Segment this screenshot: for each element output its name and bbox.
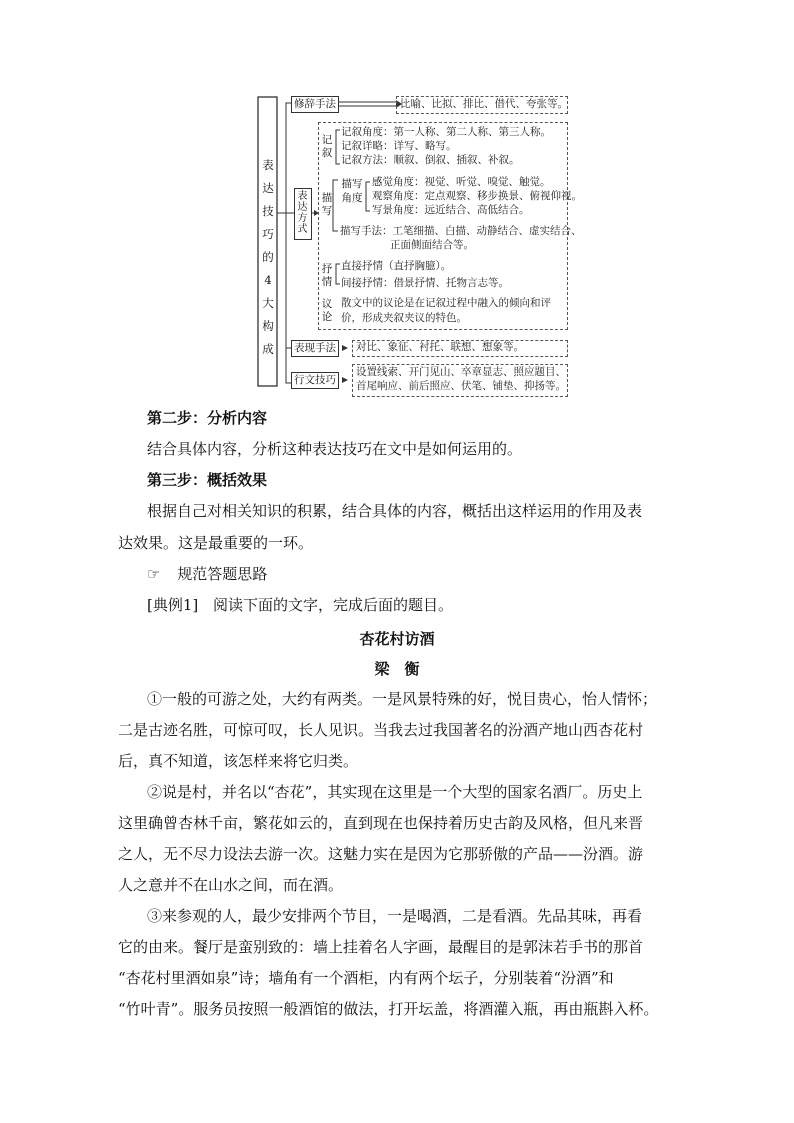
- argument-line-1: 散文中的议论是在记叙过程中融入的倾向和评: [341, 297, 551, 309]
- writing-box: 行文技巧: [291, 372, 339, 389]
- paragraph-1-line-2: 二是古迹名胜，可惊可叹，长人见识。当我去过我国著名的汾酒产地山西杏花村: [118, 721, 644, 739]
- step2-title: 第二步：分析内容: [147, 409, 268, 427]
- pointing-hand-icon: ☞: [147, 565, 161, 583]
- paragraph-3-line-1: ③来参观的人，最少安排两个节目，一是喝酒，二是看酒。先品其味，再看: [147, 907, 643, 925]
- argument-label: 议论: [321, 298, 333, 323]
- rhetoric-content: 比喻、比拟、排比、借代、夸张等。: [400, 98, 568, 110]
- paragraph-1-line-3: 后，真不知道，该怎样来将它归类。: [118, 752, 359, 770]
- description-method-line-2: 正面侧面结合等。: [390, 239, 474, 251]
- description-label: 描写: [321, 192, 333, 217]
- narration-label: 记叙: [321, 134, 333, 159]
- description-angle-line-1: 感觉角度：视觉、听觉、嗅觉、触觉。: [372, 176, 551, 188]
- guide-heading: [147, 564, 267, 584]
- writing-line-1: 设置线索、开门见山、卒章显志、照应题目、: [356, 366, 566, 378]
- guide-title: 规范答题思路: [177, 565, 268, 583]
- description-method-line-1: 描写手法：工笔细描、白描、动静结合、虚实结合、: [340, 225, 582, 237]
- diagram-root-label: 表达技巧的4大构成: [262, 158, 274, 356]
- paragraph-2-line-2: 这里确曾杏林千亩，繁花如云的，直到现在也保持着历史古韵及风格，但凡来晋: [118, 814, 644, 832]
- description-angle-line-3: 写景角度：远近结合、高低结合。: [372, 204, 530, 216]
- example-tag: [典例1]: [147, 596, 199, 614]
- paragraph-1-line-1: ①一般的可游之处，大约有两类。一是风景特殊的好，悦目贵心，怡人情怀；: [147, 690, 658, 708]
- narration-line-3: 记叙方法：顺叙、倒叙、插叙、补叙。: [341, 154, 520, 166]
- narration-line-1: 记叙角度：第一人称、第二人称、第三人称。: [341, 126, 551, 138]
- paragraph-2-line-1: ②说是村，并名以“杏花”，其实现在这里是一个大型的国家名酒厂。历史上: [147, 783, 643, 801]
- lyric-line-1: 直接抒情（直抒胸臆）。: [341, 260, 452, 272]
- lyric-line-2: 间接抒情：借景抒情、托物言志等。: [341, 277, 509, 289]
- step3-title: 第三步：概括效果: [147, 471, 268, 489]
- example-intro: [147, 595, 453, 615]
- expression-technique-diagram: [0, 0, 794, 400]
- paragraph-2-line-4: 人之意并不在山水之间，而在酒。: [118, 876, 344, 894]
- paragraph-2-line-3: 之人，无不尽力设法去游一次。这魅力实在是因为它那骄傲的产品——汾酒。游: [118, 845, 644, 863]
- expression-label: 表达方式: [297, 191, 308, 235]
- writing-line-2: 首尾响应、前后照应、伏笔、铺垫、抑扬等。: [356, 380, 566, 392]
- example-text: 阅读下面的文字，完成后面的题目。: [213, 596, 454, 614]
- article-author: 梁 衡: [374, 660, 420, 678]
- step3-body-line-1: 根据自己对相关知识的积累，结合具体的内容，概括出这样运用的作用及表: [147, 502, 643, 520]
- lyric-label: 抒情: [321, 263, 333, 288]
- step3-body-line-2: 达效果。这是最重要的一环。: [118, 534, 314, 552]
- description-angle-label: 描写角度: [341, 178, 363, 204]
- technique-content: 对比、象征、衬托、联想、想象等。: [356, 341, 524, 353]
- description-angle-line-2: 观察角度：定点观察、移步换景、俯视仰视。: [372, 190, 582, 202]
- rhetoric-box: 修辞手法: [291, 96, 339, 113]
- step2-body: 结合具体内容，分析这种表达技巧在文中是如何运用的。: [147, 440, 523, 458]
- paragraph-3-line-2: 它的由来。餐厅是蛮别致的：墙上挂着名人字画，最醒目的是郭沫若手书的那首: [118, 938, 644, 956]
- narration-line-2: 记叙详略：详写、略写。: [341, 140, 457, 152]
- technique-box: 表现手法: [291, 340, 339, 357]
- paragraph-3-line-4: “竹叶青”。服务员按照一般酒馆的做法，打开坛盖，将酒灌入瓶，再由瓶斟入杯。: [118, 1000, 659, 1018]
- article-title: 杏花村访酒: [359, 630, 435, 648]
- paragraph-3-line-3: “杏花村里酒如泉”诗；墙角有一个酒柜，内有两个坛子，分别装着“汾酒”和: [118, 969, 614, 987]
- argument-line-2: 价，形成夹叙夹议的特色。: [341, 312, 467, 324]
